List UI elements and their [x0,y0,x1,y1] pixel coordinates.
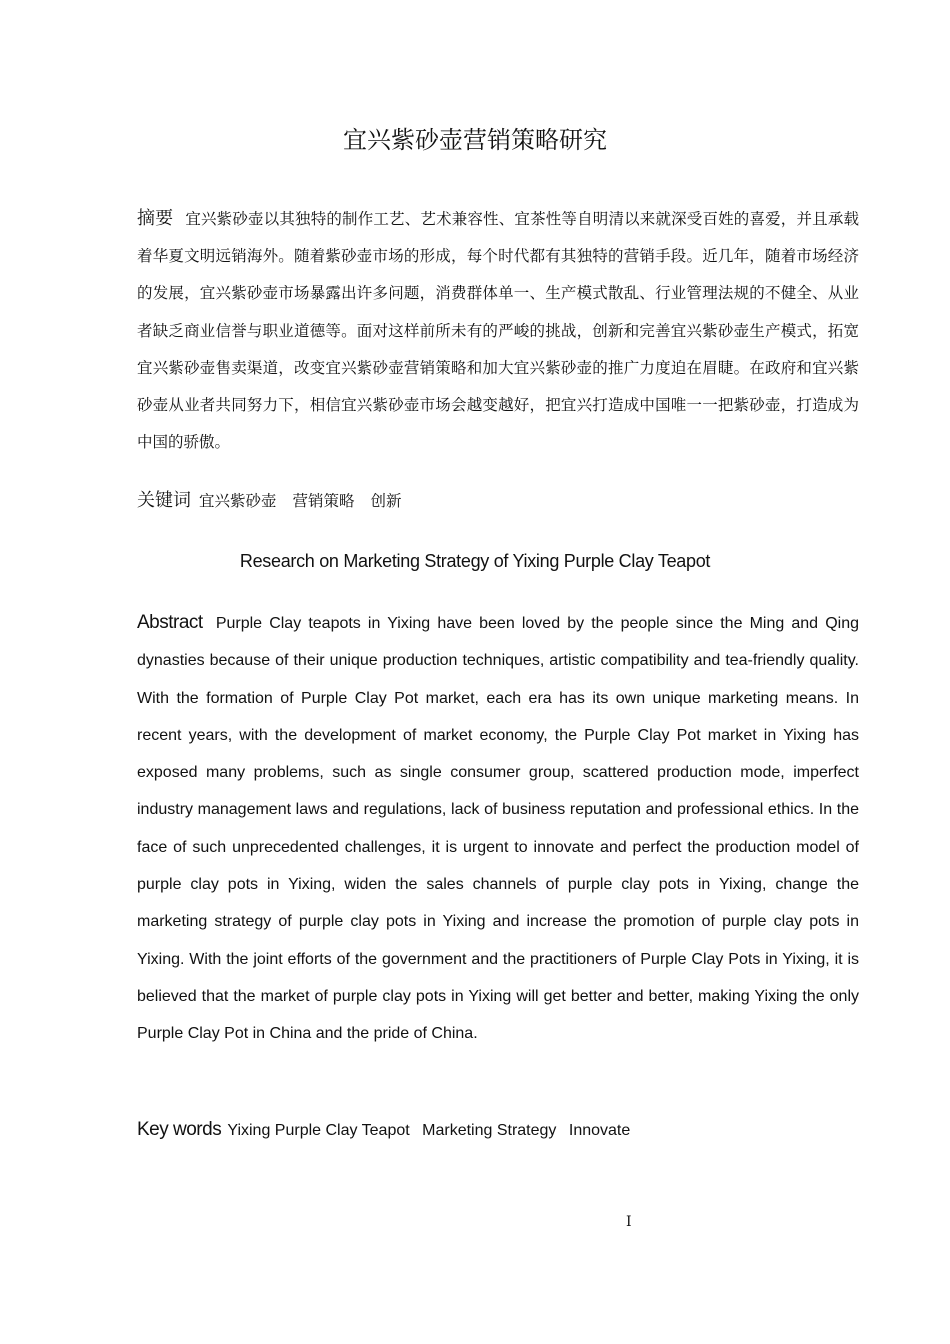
english-abstract-text: Purple Clay teapots in Yixing have been loved by the people since the Ming and Qing dynasties because of their unique production techniques, artistic compatibility and tea-friendly quality. With the formation of Purple Clay Pot market, each era has its own unique marketing means. In recent years, with the development of market economy, the Purple Clay Pot market in Yixing has exposed many problems, such as single consumer group, scattered production mode, imperfect industry management laws and regulations, lack of business reputation and professional ethics. In the face of such unprecedented challenges, it is urgent to innovate and perfect the production model of purple clay pots in Yixing, widen the sales channels of purple clay pots in Yixing, change the marketing strategy of purple clay pots in Yixing and increase the promotion of purple clay pots in Yixing. With the joint efforts of the government and the practitioners of Purple Clay Pots in Yixing, it is believed that the market of purple clay pots in Yixing will get better and better, making Yixing the only Purple Clay Pot in China and the pride of China. [137,615,859,1043]
chinese-keywords-heading: 关键词 [137,490,191,511]
english-title: Research on Marketing Strategy of Yixing Purple Clay Teapot [239,551,711,571]
chinese-abstract [137,200,859,461]
english-keyword: Innovate [568,1122,631,1139]
chinese-keyword: 创新 [370,492,402,510]
english-abstract [137,604,859,1053]
english-keywords-heading: Key words [137,1119,222,1140]
chinese-abstract-text: 宜兴紫砂壶以其独特的制作工艺、艺术兼容性、宜茶性等自明清以来就深受百姓的喜爱，并且承载着华夏文明远销海外。随着紫砂壶市场的形成，每个时代都有其独特的营销手段。近几年，随着市场经济的发展，宜兴紫砂壶市场暴露出许多问题，消费群体单一、生产模式散乱、行业管理法规的不健全、从业者缺乏商业信誉与职业道德等。面对这样前所未有的严峻的挑战，创新和完善宜兴紫砂壶生产模式，拓宽宜兴紫砂壶售卖渠道，改变宜兴紫砂壶营销策略和加大宜兴紫砂壶的推广力度迫在眉睫。在政府和宜兴紫砂壶从业者共同努力下，相信宜兴紫砂壶市场会越变越好，把宜兴打造成中国唯一一把紫砂壶，打造成为中国的骄傲。 [137,210,859,452]
page-number: I [626,1214,632,1230]
english-keyword: Marketing Strategy [422,1122,557,1139]
english-keywords [137,1114,859,1147]
chinese-abstract-heading: 摘要 [137,208,174,229]
chinese-keyword: 营销策略 [292,492,355,510]
chinese-keyword: 宜兴紫砂壶 [199,492,277,510]
chinese-title: 宜兴紫砂壶营销策略研究 [343,126,607,154]
english-abstract-heading: Abstract [137,612,203,633]
chinese-keywords [137,485,859,517]
english-keyword: Yixing Purple Clay Teapot [227,1122,410,1139]
